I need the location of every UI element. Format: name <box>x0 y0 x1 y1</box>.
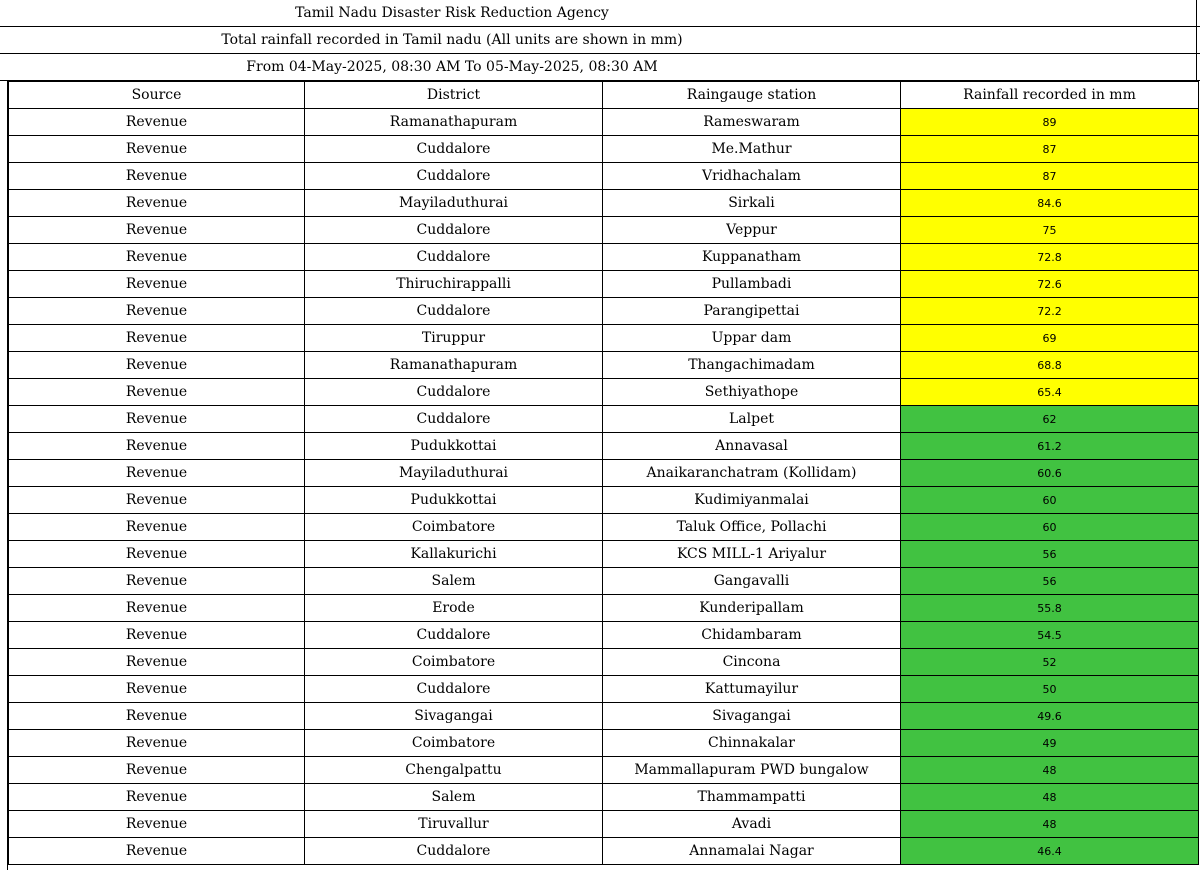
cell-station: Parangipettai <box>603 298 901 325</box>
table-row <box>9 811 1199 838</box>
cell-rainfall: 89 <box>901 109 1199 136</box>
table-row <box>9 352 1199 379</box>
cell-rainfall: 87 <box>901 136 1199 163</box>
cell-station: Kudimiyanmalai <box>603 487 901 514</box>
table-row <box>9 271 1199 298</box>
table-row <box>9 190 1199 217</box>
cell-district: Cuddalore <box>305 244 603 271</box>
table-row <box>9 136 1199 163</box>
cell-source: Revenue <box>9 109 305 136</box>
column-header-source: Source <box>9 82 305 109</box>
table-row <box>9 109 1199 136</box>
table-row <box>9 784 1199 811</box>
cell-source: Revenue <box>9 406 305 433</box>
cell-rainfall: 55.8 <box>901 595 1199 622</box>
cell-district: Cuddalore <box>305 838 603 865</box>
cell-station: Annavasal <box>603 433 901 460</box>
cell-source: Revenue <box>9 811 305 838</box>
cell-district: Cuddalore <box>305 217 603 244</box>
cell-station: Pullambadi <box>603 271 901 298</box>
cell-district: Ramanathapuram <box>305 352 603 379</box>
cell-district: Pudukkottai <box>305 433 603 460</box>
cell-rainfall: 68.8 <box>901 352 1199 379</box>
table-row <box>9 514 1199 541</box>
cell-rainfall: 60 <box>901 487 1199 514</box>
cell-district: Ramanathapuram <box>305 109 603 136</box>
cell-rainfall: 65.4 <box>901 379 1199 406</box>
cell-station: Kunderipallam <box>603 595 901 622</box>
cell-district: Thiruchirappalli <box>305 271 603 298</box>
cell-district: Salem <box>305 568 603 595</box>
rainfall-table <box>8 81 1199 865</box>
cell-district: Cuddalore <box>305 379 603 406</box>
table-row <box>9 757 1199 784</box>
cell-station: Annamalai Nagar <box>603 838 901 865</box>
cell-source: Revenue <box>9 541 305 568</box>
cell-source: Revenue <box>9 703 305 730</box>
cell-rainfall: 69 <box>901 325 1199 352</box>
table-row <box>9 541 1199 568</box>
table-row <box>9 379 1199 406</box>
cell-source: Revenue <box>9 568 305 595</box>
cell-source: Revenue <box>9 487 305 514</box>
cell-source: Revenue <box>9 730 305 757</box>
cell-station: Thangachimadam <box>603 352 901 379</box>
cell-source: Revenue <box>9 676 305 703</box>
table-row <box>9 460 1199 487</box>
table-row <box>9 487 1199 514</box>
cell-rainfall: 61.2 <box>901 433 1199 460</box>
cell-source: Revenue <box>9 784 305 811</box>
table-row <box>9 217 1199 244</box>
period-row <box>0 54 1200 81</box>
cell-source: Revenue <box>9 136 305 163</box>
cell-rainfall: 46.4 <box>901 838 1199 865</box>
cell-source: Revenue <box>9 460 305 487</box>
cell-source: Revenue <box>9 379 305 406</box>
cell-district: Coimbatore <box>305 514 603 541</box>
table-row <box>9 568 1199 595</box>
cell-station: Sivagangai <box>603 703 901 730</box>
table-row <box>9 730 1199 757</box>
table-row <box>9 838 1199 865</box>
cell-district: Cuddalore <box>305 406 603 433</box>
cell-rainfall: 72.6 <box>901 271 1199 298</box>
cell-station: Cincona <box>603 649 901 676</box>
table-row <box>9 649 1199 676</box>
cell-district: Erode <box>305 595 603 622</box>
cell-station: Kattumayilur <box>603 676 901 703</box>
cell-source: Revenue <box>9 352 305 379</box>
sheet-right-border <box>1196 0 1197 81</box>
cell-rainfall: 62 <box>901 406 1199 433</box>
column-header-rainfall: Rainfall recorded in mm <box>901 82 1199 109</box>
cell-station: Chidambaram <box>603 622 901 649</box>
cell-station: Me.Mathur <box>603 136 901 163</box>
cell-district: Mayiladuthurai <box>305 460 603 487</box>
table-row <box>9 595 1199 622</box>
cell-rainfall: 52 <box>901 649 1199 676</box>
cell-rainfall: 49.6 <box>901 703 1199 730</box>
cell-rainfall: 56 <box>901 568 1199 595</box>
cell-source: Revenue <box>9 433 305 460</box>
column-header-station: Raingauge station <box>603 82 901 109</box>
cell-district: Mayiladuthurai <box>305 190 603 217</box>
cell-district: Tiruppur <box>305 325 603 352</box>
cell-source: Revenue <box>9 244 305 271</box>
cell-station: Chinnakalar <box>603 730 901 757</box>
cell-district: Kallakurichi <box>305 541 603 568</box>
cell-district: Tiruvallur <box>305 811 603 838</box>
cell-source: Revenue <box>9 514 305 541</box>
cell-rainfall: 48 <box>901 811 1199 838</box>
cell-district: Coimbatore <box>305 649 603 676</box>
cell-source: Revenue <box>9 838 305 865</box>
cell-rainfall: 50 <box>901 676 1199 703</box>
cell-station: Sirkali <box>603 190 901 217</box>
cell-rainfall: 87 <box>901 163 1199 190</box>
agency-title-row <box>0 0 1200 27</box>
table-row <box>9 433 1199 460</box>
subtitle-row <box>0 27 1200 54</box>
cell-rainfall: 48 <box>901 784 1199 811</box>
cell-source: Revenue <box>9 271 305 298</box>
cell-district: Chengalpattu <box>305 757 603 784</box>
cell-district: Cuddalore <box>305 676 603 703</box>
cell-district: Cuddalore <box>305 136 603 163</box>
cell-rainfall: 60 <box>901 514 1199 541</box>
column-header-district: District <box>305 82 603 109</box>
cell-station: Gangavalli <box>603 568 901 595</box>
cell-district: Pudukkottai <box>305 487 603 514</box>
table-row <box>9 703 1199 730</box>
cell-rainfall: 72.8 <box>901 244 1199 271</box>
cell-station: Mammallapuram PWD bungalow <box>603 757 901 784</box>
table-row <box>9 325 1199 352</box>
agency-title: Tamil Nadu Disaster Risk Reduction Agency <box>295 5 609 21</box>
cell-source: Revenue <box>9 217 305 244</box>
cell-rainfall: 75 <box>901 217 1199 244</box>
table-row <box>9 163 1199 190</box>
cell-district: Coimbatore <box>305 730 603 757</box>
table-row <box>9 244 1199 271</box>
cell-rainfall: 72.2 <box>901 298 1199 325</box>
cell-rainfall: 48 <box>901 757 1199 784</box>
cell-station: Uppar dam <box>603 325 901 352</box>
table-row <box>9 622 1199 649</box>
cell-station: Thammampatti <box>603 784 901 811</box>
cell-rainfall: 84.6 <box>901 190 1199 217</box>
cell-source: Revenue <box>9 190 305 217</box>
cell-station: Vridhachalam <box>603 163 901 190</box>
cell-district: Cuddalore <box>305 622 603 649</box>
cell-rainfall: 54.5 <box>901 622 1199 649</box>
table-header-row <box>9 82 1199 109</box>
cell-station: Anaikaranchatram (Kollidam) <box>603 460 901 487</box>
cell-source: Revenue <box>9 298 305 325</box>
cell-station: Rameswaram <box>603 109 901 136</box>
table-row <box>9 298 1199 325</box>
table-row <box>9 406 1199 433</box>
cell-station: KCS MILL-1 Ariyalur <box>603 541 901 568</box>
cell-source: Revenue <box>9 595 305 622</box>
cell-district: Sivagangai <box>305 703 603 730</box>
cell-rainfall: 60.6 <box>901 460 1199 487</box>
table-row <box>9 676 1199 703</box>
cell-source: Revenue <box>9 757 305 784</box>
cell-station: Sethiyathope <box>603 379 901 406</box>
report-period: From 04-May-2025, 08:30 AM To 05-May-2025, 08:30 AM <box>246 59 658 75</box>
cell-source: Revenue <box>9 649 305 676</box>
cell-rainfall: 56 <box>901 541 1199 568</box>
report-subtitle: Total rainfall recorded in Tamil nadu (All units are shown in mm) <box>221 32 683 48</box>
cell-source: Revenue <box>9 325 305 352</box>
table-body <box>9 109 1199 865</box>
cell-rainfall: 49 <box>901 730 1199 757</box>
cell-district: Salem <box>305 784 603 811</box>
cell-district: Cuddalore <box>305 163 603 190</box>
cell-station: Avadi <box>603 811 901 838</box>
cell-station: Kuppanatham <box>603 244 901 271</box>
cell-district: Cuddalore <box>305 298 603 325</box>
cell-station: Veppur <box>603 217 901 244</box>
cell-source: Revenue <box>9 622 305 649</box>
cell-station: Lalpet <box>603 406 901 433</box>
cell-source: Revenue <box>9 163 305 190</box>
sheet-left-column <box>0 81 8 870</box>
cell-station: Taluk Office, Pollachi <box>603 514 901 541</box>
